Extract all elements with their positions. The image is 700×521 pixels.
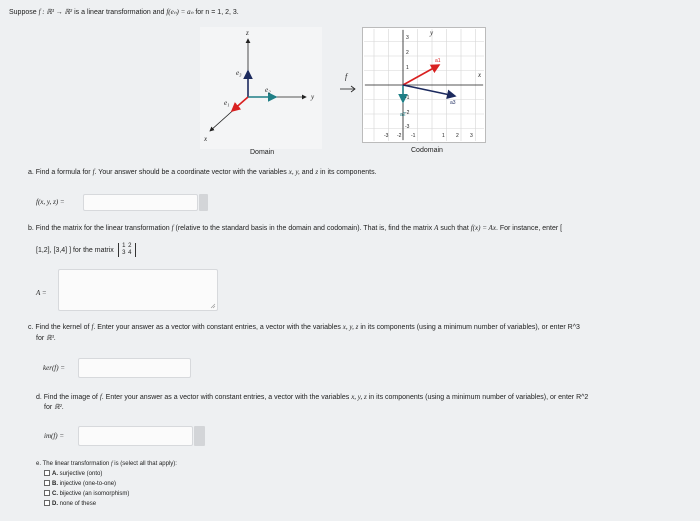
- mapping-arrow: [336, 72, 360, 98]
- part-a-q-mid: . Your answer should be a coordinate vector with the variables: [94, 169, 287, 176]
- part-d-line2: [44, 403, 64, 412]
- part-b-l2-text: [1,2], [3,4] ] for the matrix: [36, 246, 114, 254]
- option-a-letter: A.: [52, 471, 58, 477]
- part-a-q-vars: x, y,: [288, 168, 300, 176]
- part-a-q-prefix: a. Find a formula for: [28, 169, 91, 176]
- codomain-xtick-1: -2: [397, 133, 402, 139]
- part-d-l2-R: ℝ²: [54, 403, 62, 411]
- part-e-q-prefix: e. The linear transformation: [36, 461, 110, 467]
- part-b-l1-eq: f(x) = Ax: [470, 224, 496, 232]
- part-a-label: f(x, y, z) =: [36, 198, 65, 206]
- option-a[interactable]: [44, 469, 129, 479]
- part-a-answer-input[interactable]: [84, 199, 197, 214]
- option-d-checkbox[interactable]: [44, 500, 50, 506]
- part-c-l1-tail: in its components (using a minimum number of variables), or enter R^3: [360, 324, 580, 331]
- part-d-label: im(f) =: [44, 432, 65, 440]
- codomain-caption: Codomain: [411, 147, 443, 154]
- part-d-l2-prefix: for: [44, 404, 53, 411]
- codomain-xtick-0: -3: [384, 133, 389, 139]
- codomain-y-label: y: [430, 29, 434, 37]
- example-matrix: [118, 243, 136, 257]
- part-c-l1-mid: . Enter your answer as a vector with constant entries, a vector with the variables: [93, 324, 341, 331]
- option-b-letter: B.: [52, 481, 58, 487]
- part-b-l1-prefix: b. Find the matrix for the linear transformation: [28, 225, 170, 232]
- part-d-l1-vars: x, y, z: [351, 393, 367, 401]
- option-b-checkbox[interactable]: [44, 480, 50, 486]
- part-c-answer-field[interactable]: [78, 358, 191, 378]
- intro-map: f : ℝ³ → ℝ²: [38, 8, 73, 16]
- domain-caption: Domain: [250, 149, 275, 156]
- example-matrix-r2c1: 3: [122, 250, 126, 256]
- part-e-q-f: f: [110, 461, 113, 467]
- intro-tail: for n = 1, 2, 3.: [195, 9, 239, 16]
- part-d-answer-field[interactable]: [78, 426, 193, 446]
- part-e-question: [36, 460, 177, 469]
- option-c-text: bijective (an isomorphism): [59, 491, 130, 497]
- intro-eq: f(eₙ) = aₙ: [166, 8, 194, 16]
- part-d-l1-mid: . Enter your answer as a vector with constant entries, a vector with the variables: [101, 394, 350, 401]
- part-c-l1-vars: x, y, z: [342, 323, 359, 331]
- example-matrix-r1c2: 2: [128, 243, 132, 249]
- example-matrix-r1c1: 1: [122, 243, 126, 249]
- part-b-line1: [28, 224, 562, 233]
- part-b-line2: [36, 243, 136, 257]
- codomain-plot: [362, 27, 486, 143]
- part-a-q-and: and: [301, 169, 314, 176]
- part-c-l1-prefix: c. Find the kernel of: [28, 324, 90, 331]
- codomain-ytick-2: 1: [406, 65, 409, 71]
- option-c-checkbox[interactable]: [44, 490, 50, 496]
- option-d-text: none of these: [59, 501, 97, 507]
- option-d[interactable]: [44, 499, 129, 509]
- a3-label: a3: [450, 100, 456, 106]
- part-c-l2-prefix: for: [36, 335, 45, 342]
- intro-mid: is a linear transformation and: [74, 9, 165, 16]
- e3-label: e₃: [236, 69, 242, 77]
- part-b-l1-f: f: [171, 224, 174, 232]
- part-c-l2-dot: .: [53, 335, 56, 342]
- example-matrix-r2c2: 4: [128, 250, 132, 256]
- vector-e1: [232, 97, 248, 111]
- codomain-xtick-4: 2: [456, 133, 459, 139]
- part-a-preview-tab[interactable]: [199, 194, 208, 211]
- part-d-line1: [36, 393, 588, 402]
- codomain-x-label: x: [478, 71, 482, 79]
- codomain-xtick-5: 3: [470, 133, 473, 139]
- part-d-l2-dot: .: [61, 404, 64, 411]
- part-d-l1-tail: in its components (using a minimum number of variables), or enter R^2: [368, 394, 589, 401]
- part-d-l1-f: f: [99, 393, 102, 401]
- codomain-ytick-3: -1: [405, 95, 410, 101]
- option-a-text: surjective (onto): [59, 471, 103, 477]
- option-b-text: injective (one-to-one): [59, 481, 117, 487]
- part-b-l1-A: A: [434, 224, 439, 232]
- part-d-preview-tab[interactable]: [194, 426, 205, 446]
- intro-line: [9, 8, 239, 17]
- codomain-xtick-2: -1: [411, 133, 416, 139]
- e2-label: e₂: [265, 86, 271, 94]
- part-d-answer-input[interactable]: [79, 430, 192, 448]
- part-b-answer-input[interactable]: [59, 270, 217, 310]
- part-b-l1-such: such that: [440, 225, 469, 232]
- codomain-xtick-3: 1: [442, 133, 445, 139]
- part-b-l1-mid: (relative to the standard basis in the domain and codomain). That is, find the matrix: [175, 225, 433, 232]
- option-d-letter: D.: [52, 501, 58, 507]
- part-b-answer-field[interactable]: [58, 269, 218, 311]
- option-a-checkbox[interactable]: [44, 470, 50, 476]
- part-b-l1-tail: . For instance, enter [: [495, 225, 563, 232]
- domain-x-label: x: [204, 135, 208, 143]
- resize-handle-icon[interactable]: [210, 303, 216, 309]
- mapping-f-label: f: [345, 72, 348, 81]
- codomain-ytick-1: 2: [406, 50, 409, 56]
- part-e-options: [44, 469, 129, 509]
- vector-a3: [403, 85, 455, 96]
- part-a-q-z: z: [315, 168, 319, 176]
- domain-z-label: z: [246, 29, 249, 37]
- part-b-label: A =: [36, 289, 47, 297]
- part-c-l2-R: ℝ³: [46, 334, 54, 342]
- intro-prefix: Suppose: [9, 9, 37, 16]
- part-a-answer-field[interactable]: [83, 194, 198, 211]
- part-c-l1-f: f: [91, 323, 94, 331]
- a1-label: a1: [435, 58, 441, 64]
- option-b[interactable]: [44, 479, 129, 489]
- codomain-ytick-4: -2: [405, 110, 410, 116]
- part-c-line2: [36, 334, 56, 343]
- e1-label: e₁: [224, 99, 230, 107]
- part-c-answer-input[interactable]: [79, 362, 190, 380]
- part-c-line1: [28, 323, 580, 332]
- part-a-q-f: f: [92, 168, 95, 176]
- part-a-question: [28, 168, 377, 177]
- option-c-letter: C.: [52, 491, 58, 497]
- part-e-q-tail: is (select all that apply):: [114, 461, 177, 467]
- domain-y-label: y: [311, 93, 315, 101]
- part-c-label: ker(f) =: [43, 364, 66, 372]
- part-a-q-tail: in its components.: [320, 169, 377, 176]
- option-c[interactable]: [44, 489, 129, 499]
- codomain-ytick-0: 3: [406, 35, 409, 41]
- part-d-l1-prefix: d. Find the image of: [36, 394, 98, 401]
- codomain-ytick-5: -3: [405, 124, 410, 130]
- a2-label: a2: [400, 112, 406, 118]
- domain-plot: [200, 27, 322, 149]
